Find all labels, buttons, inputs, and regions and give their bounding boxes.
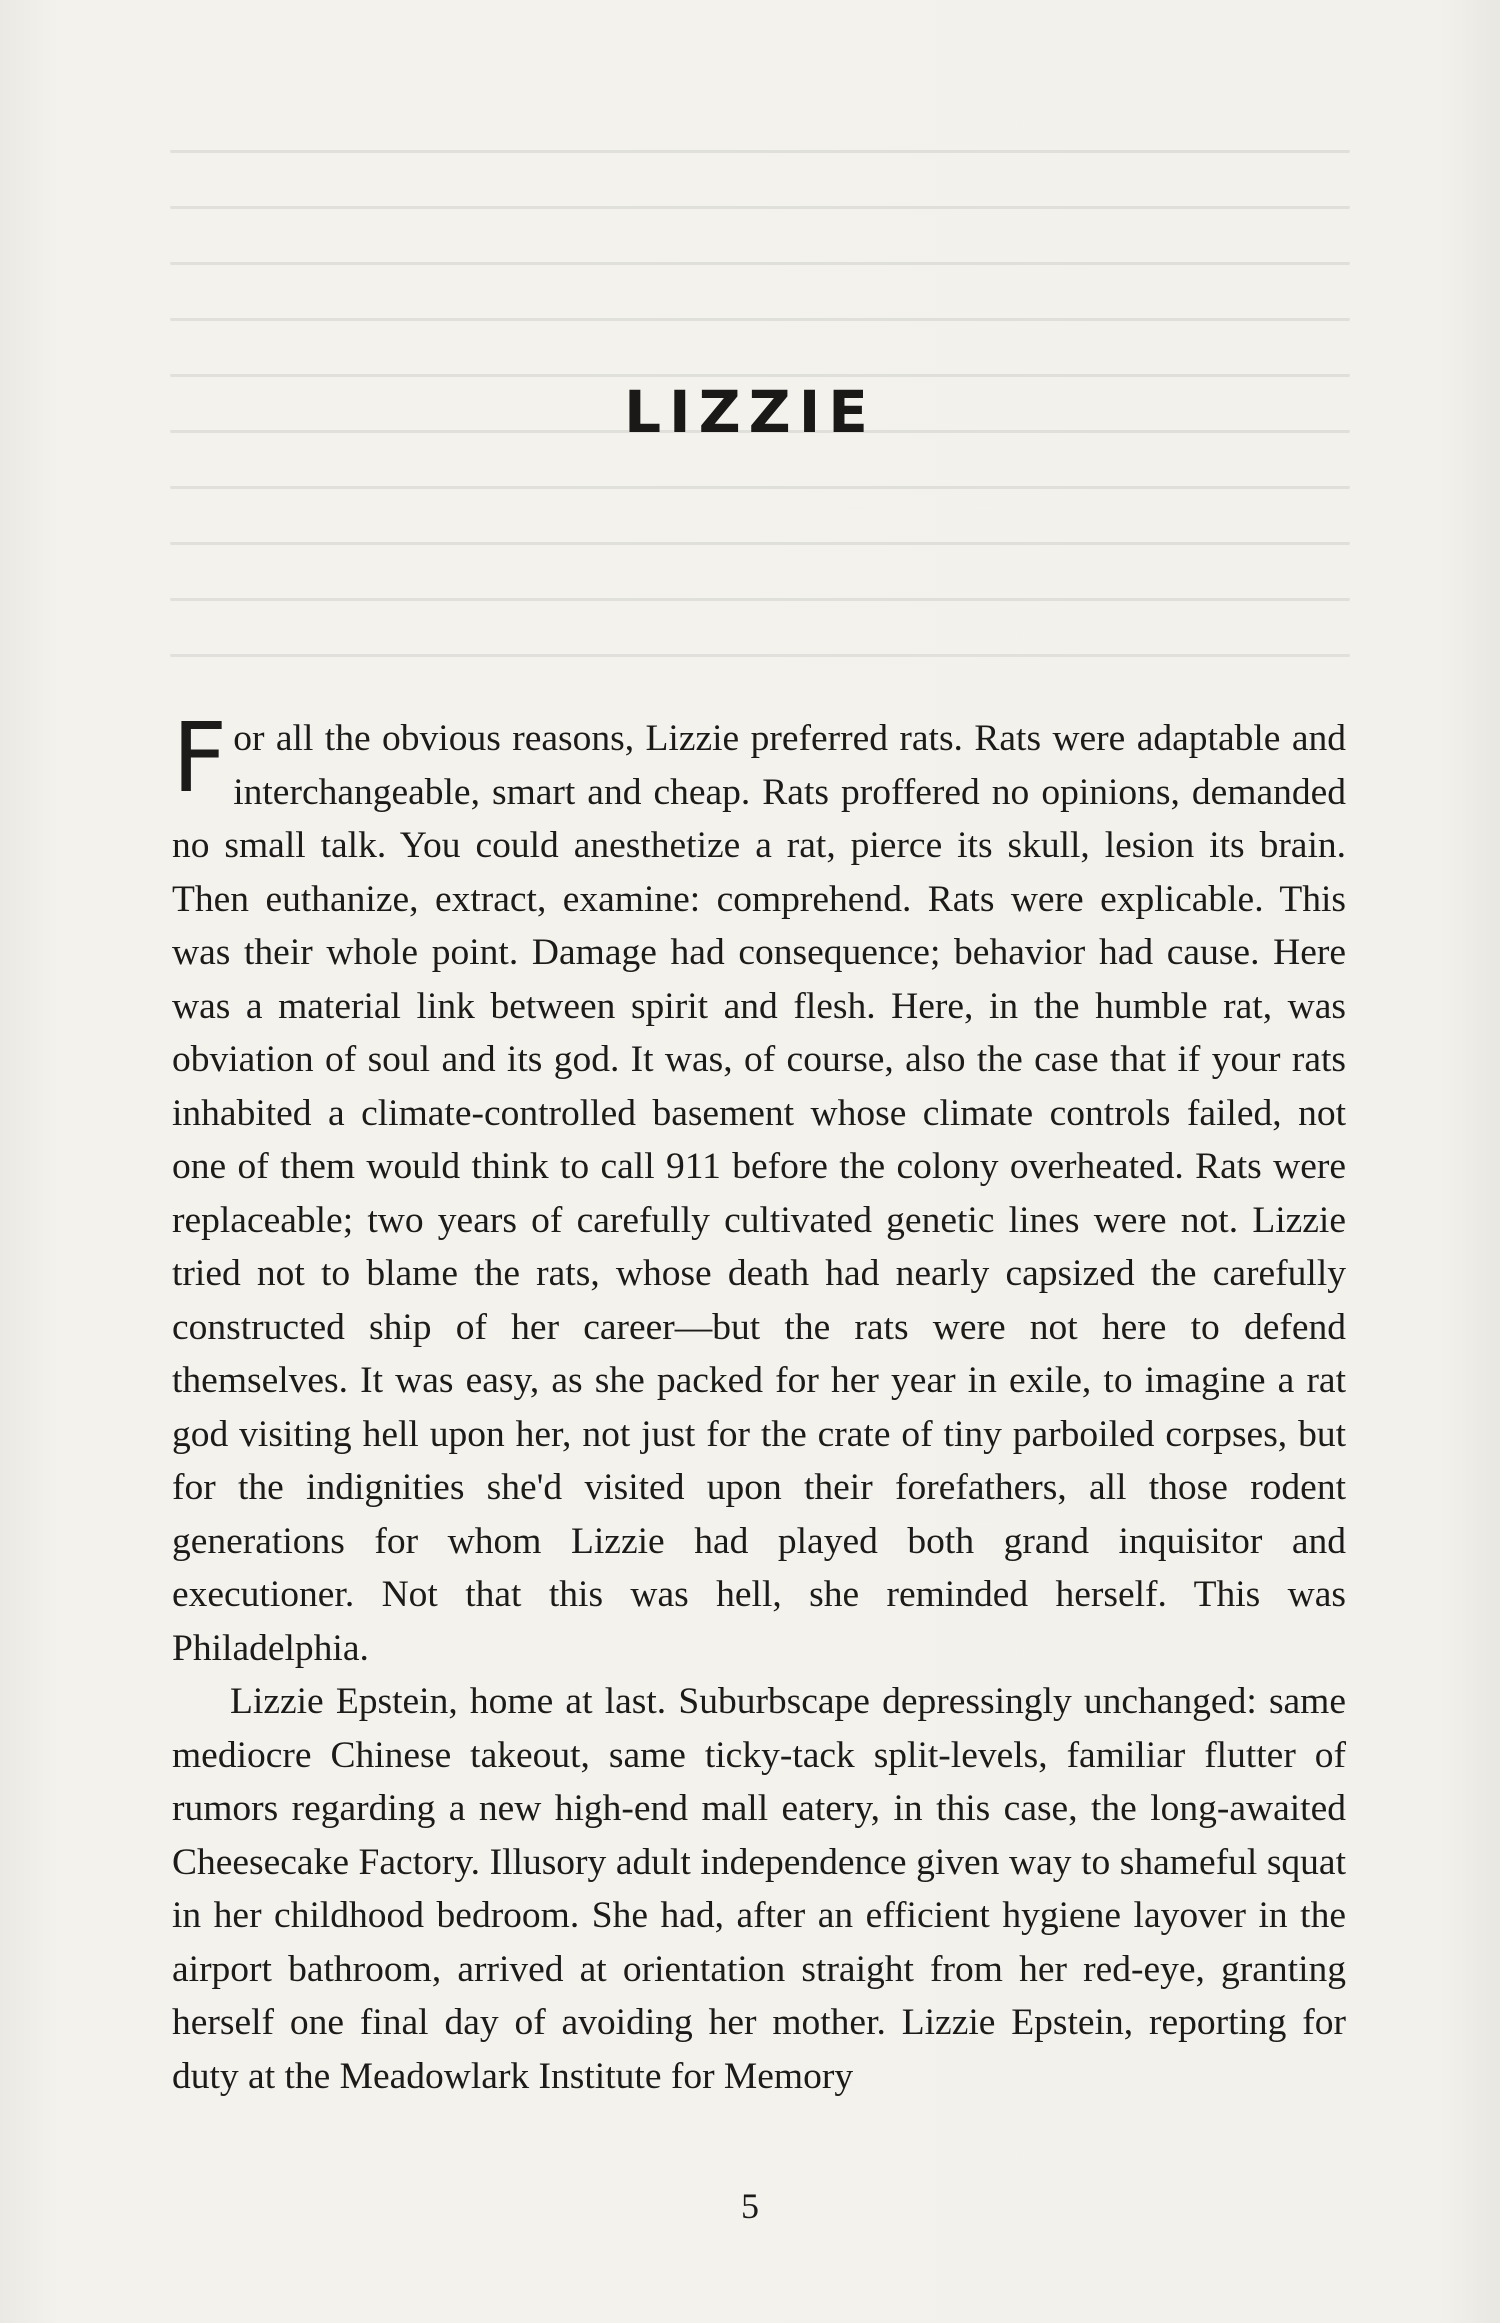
chapter-body — [172, 702, 1346, 2103]
page-number: 5 — [741, 2186, 759, 2226]
paragraph-1: For all the obvious reasons, Lizzie preferred rats. Rats were adaptable and interchangeable, smart and cheap. Rats proffered no opinions, demanded no small talk. You could anesthetize a rat, pierce its skull, lesion its brain. Then euthanize, extract, examine: comprehend. Rats were explicable. This was their whole point. Damage had consequence; behavior had cause. Here was a material link between spirit and flesh. Here, in the humble rat, was obviation of soul and its god. It was, of course, also the case that if your rats inhabited a climate-controlled basement whose climate controls failed, not one of them would think to call 911 before the colony overheated. Rats were replaceable; two years of carefully cultivated genetic lines were not. Lizzie tried not to blame the rats, whose death had nearly capsized the carefully constructed ship of her career—but the rats were not here to defend themselves. It was easy, as she packed for her year in exile, to imagine a rat god visiting hell upon her, not just for the crate of tiny parboiled corpses, but for the indignities she'd visited upon their forefathers, all those rodent generations for whom Lizzie had played both grand inquisitor and executioner. Not that this was hell, she reminded herself. This was Philadelphia. — [172, 702, 1346, 1669]
chapter-title: LIZZIE — [624, 378, 876, 446]
paragraph-2: Lizzie Epstein, home at last. Suburbscape depressingly unchanged: same mediocre Chinese takeout, same ticky-tack split-levels, familiar flutter of rumors regarding a new high-end mall eatery, in this case, the long-awaited Cheesecake Factory. Illusory adult independence given way to shameful squat in her childhood bedroom. She had, after an efficient hygiene layover in the airport bathroom, arrived at orientation straight from her red-eye, granting herself one final day of avoiding her mother. Lizzie Epstein, reporting for duty at the Meadowlark Institute for Memory — [172, 1681, 1346, 2097]
